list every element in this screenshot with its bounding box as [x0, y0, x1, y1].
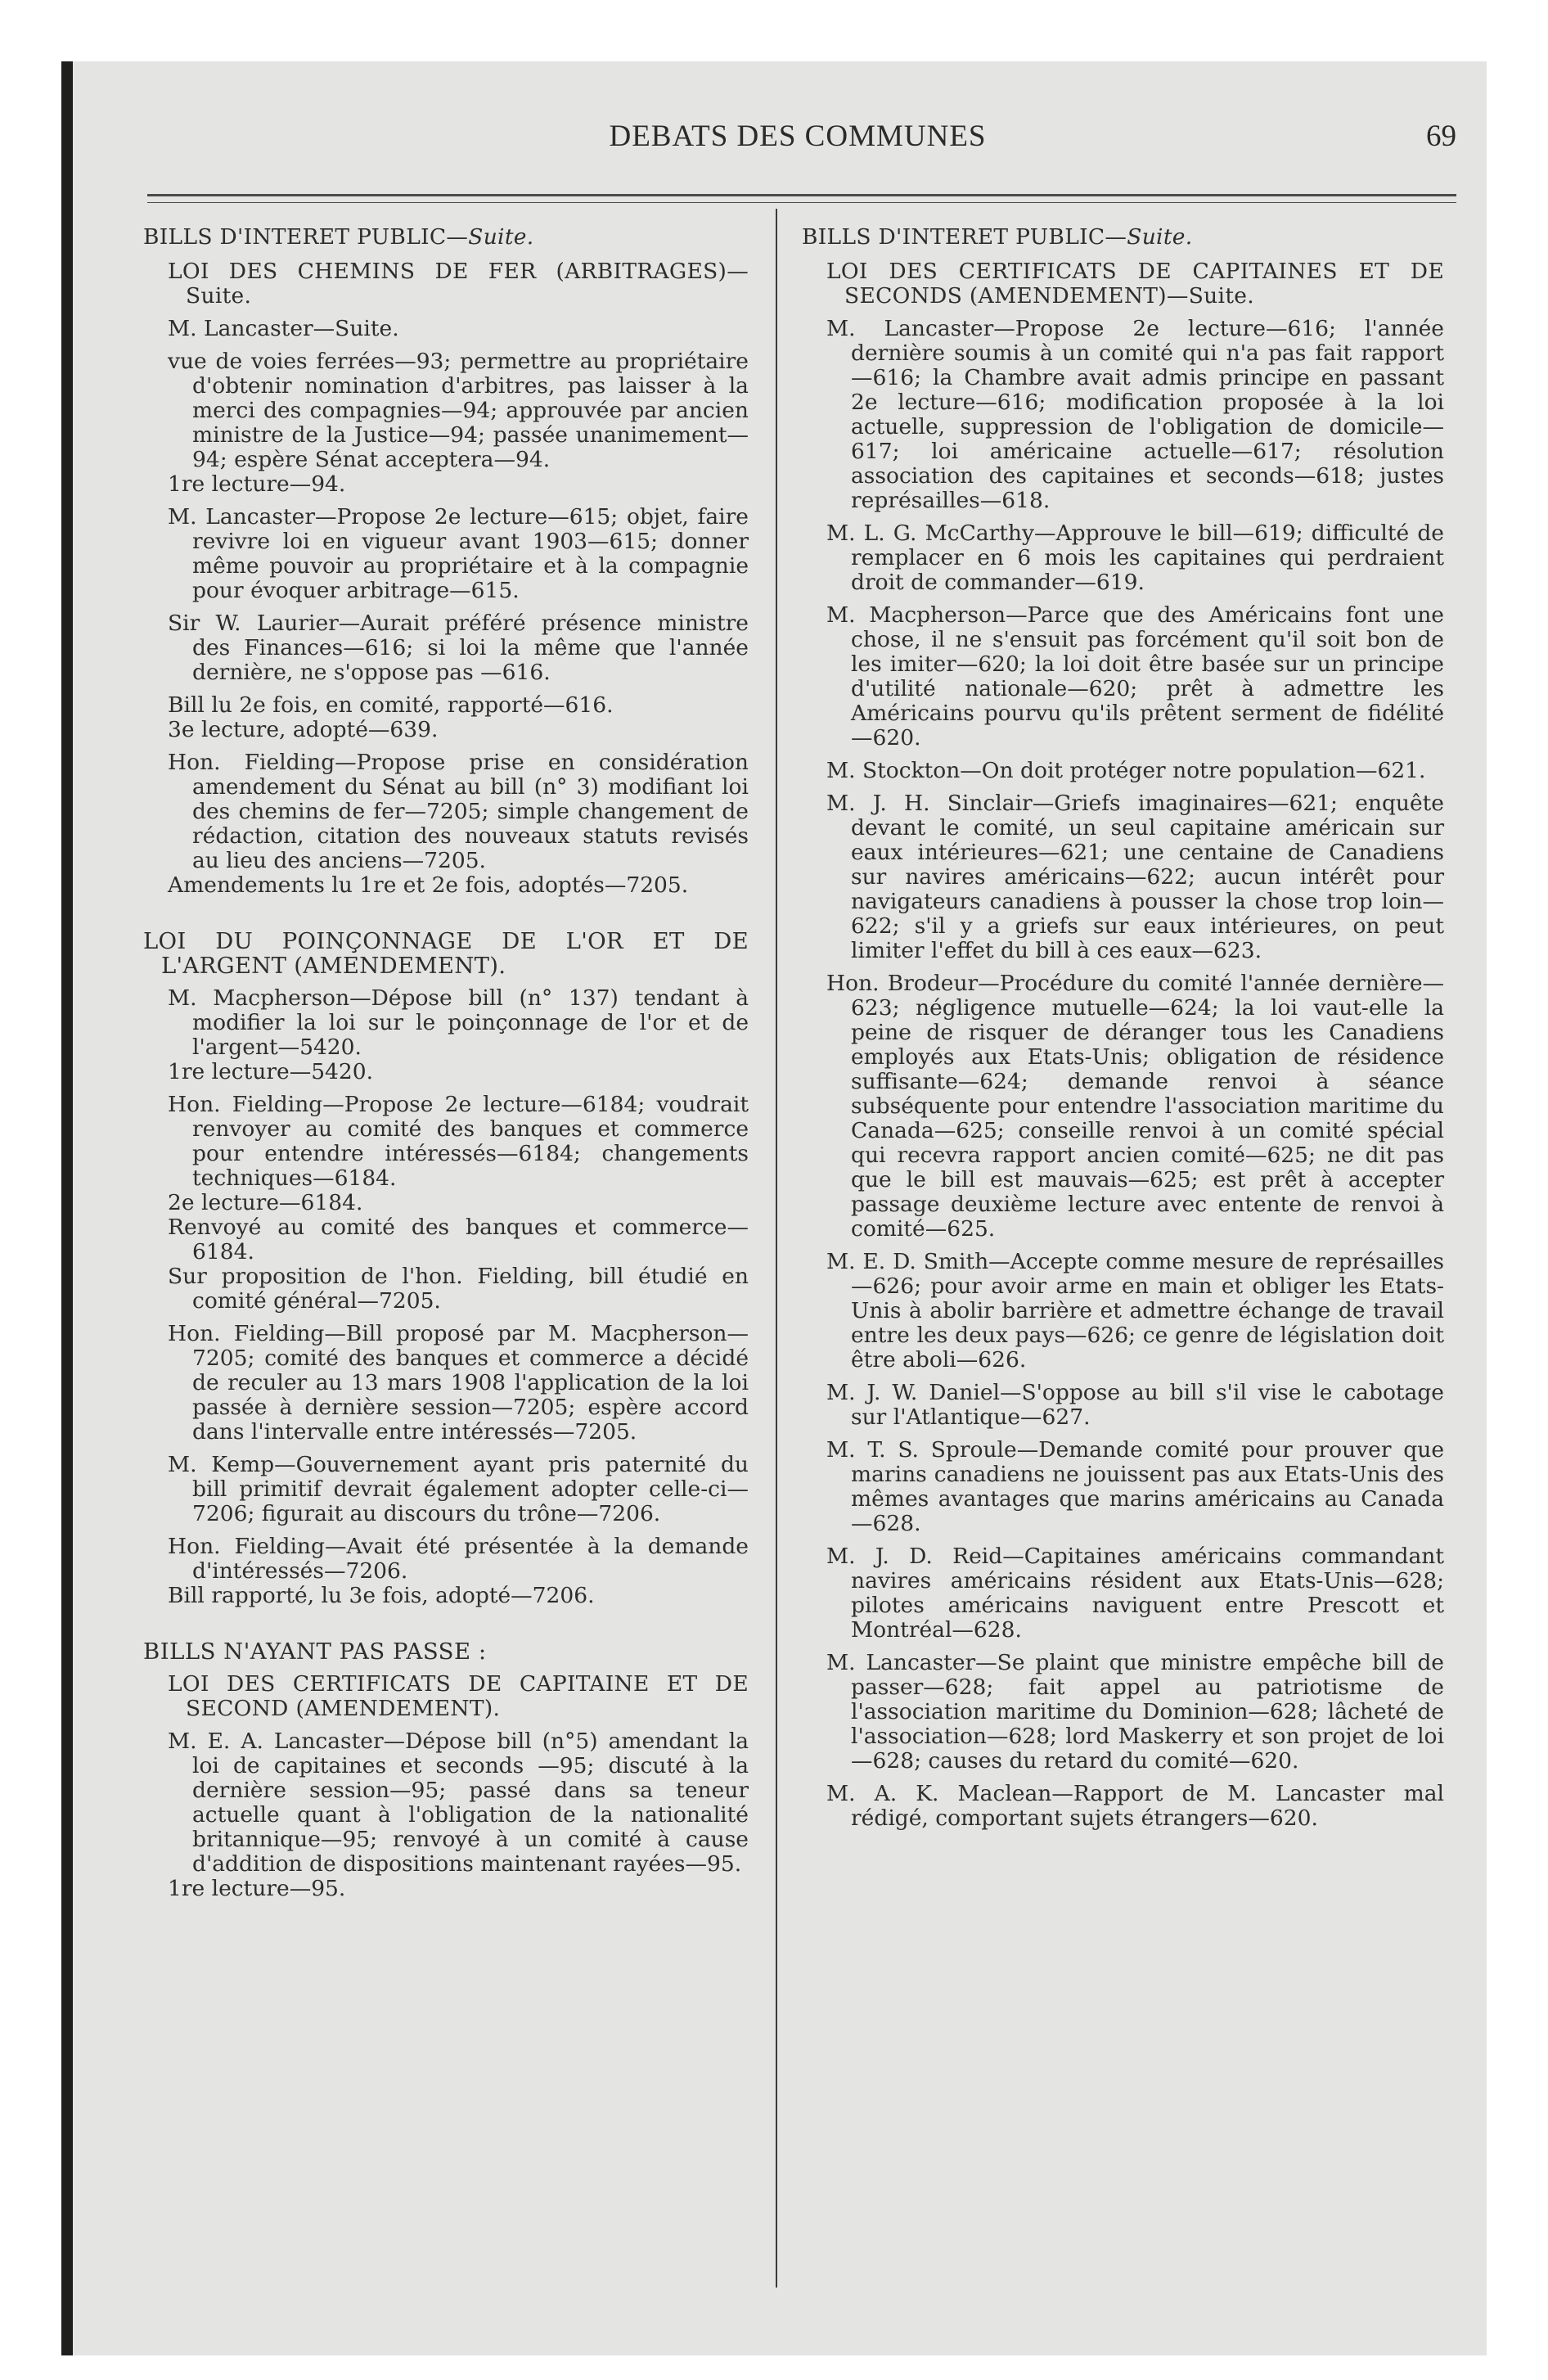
index-entry: Sur proposition de l'hon. Fielding, bill étudié en comité général—7205.: [168, 1264, 749, 1314]
group-title: BILLS N'AYANT PAS PASSE :: [143, 1639, 487, 1665]
index-entry: Sir W. Laurier—Aurait préféré présence ministre des Finances—616; si loi la même que l'année dernière, ne s'oppose pas —616.: [168, 611, 749, 685]
running-head-suite: Suite.: [1127, 224, 1193, 250]
page-title: DEBATS DES COMMUNES: [609, 119, 987, 153]
index-entry: Bill lu 2e fois, en comité, rapporté—616.: [168, 692, 614, 718]
running-head: [143, 225, 749, 250]
page-sheet: [61, 61, 1487, 2355]
index-entry: Renvoyé au comité des banques et commerce—6184.: [168, 1215, 749, 1264]
column-divider: [776, 209, 777, 2288]
index-entry: M. Macpherson—Dépose bill (n° 137) tendant à modifier la loi sur le poinçonnage de l'or et de l'argent—5420.: [168, 985, 749, 1060]
index-entry: 1re lecture—94.: [168, 471, 346, 497]
index-entry: Amendements lu 1re et 2e fois, adoptés—7205.: [168, 872, 689, 898]
section-title: LOI DES CERTIFICATS DE CAPITAINE ET DE SECOND (AMENDEMENT).: [168, 1671, 749, 1721]
section-title: LOI DU POINÇONNAGE DE L'OR ET DE L'ARGENT (AMENDEMENT).: [143, 928, 749, 979]
running-head: [802, 225, 1444, 250]
page-header: [139, 119, 1456, 168]
left-column: [143, 225, 749, 1909]
index-entry: Hon. Fielding—Bill proposé par M. Macpherson—7205; comité des banques et commerce a décidé de reculer au 13 mars 1908 l'application de la loi passée à dernière session—7205; espère accord dans l'intervalle entre intéressés—7205.: [168, 1321, 749, 1445]
index-entry: M. J. H. Sinclair—Griefs imaginaires—621; enquête devant le comité, un seul capitaine américain sur eaux intérieures—621; une centaine de Canadiens sur navires américains—622; aucun intérêt pour navigateurs canadiens à pousser la chose trop loin—622; s'il y a griefs sur eaux intérieures, on peut limiter l'effet du bill à ces eaux—623.: [826, 791, 1444, 963]
page-number: 69: [1426, 119, 1456, 153]
index-entry: M. J. D. Reid—Capitaines américains commandant navires américains résident aux Etats-Unis—628; pilotes américains naviguent entre Prescott et Montréal—628.: [826, 1544, 1444, 1643]
index-entry: M. Lancaster—Propose 2e lecture—615; objet, faire revivre loi en vigueur avant 1903—615; donner même pouvoir au propriétaire et à la compagnie pour évoquer arbitrage—615.: [168, 504, 749, 603]
index-entry: M. J. W. Daniel—S'oppose au bill s'il vise le cabotage sur l'Atlantique—627.: [826, 1380, 1444, 1430]
binding-edge: [61, 61, 73, 2355]
index-entry: M. Lancaster—Suite.: [168, 316, 399, 341]
index-entry: M. Lancaster—Propose 2e lecture—616; l'année dernière soumis à un comité qui n'a pas fait rapport—616; la Chambre avait admis principe en passant 2e lecture—616; modification proposée à la loi actuelle, suppression de l'obligation de domicile—617; loi américaine actuelle—617; résolution association des capitaines et seconds—618; justes représailles—618.: [826, 316, 1444, 513]
index-entry: M. Kemp—Gouvernement ayant pris paternité du bill primitif devrait également adopter celle-ci—7206; figurait au discours du trône—7206.: [168, 1452, 749, 1526]
index-entry: 2e lecture—6184.: [168, 1190, 363, 1215]
section-title: LOI DES CERTIFICATS DE CAPITAINES ET DE SECONDS (AMENDEMENT)—Suite.: [826, 259, 1444, 309]
index-entry: M. L. G. McCarthy—Approuve le bill—619; difficulté de remplacer en 6 mois les capitaines qui perdraient droit de commander—619.: [826, 521, 1444, 595]
header-rule-thin: [147, 202, 1456, 203]
index-entry: M. A. K. Maclean—Rapport de M. Lancaster mal rédigé, comportant sujets étrangers—620.: [826, 1781, 1444, 1831]
right-column: [802, 225, 1444, 1839]
index-entry: 3e lecture, adopté—639.: [168, 717, 439, 742]
index-entry: M. E. A. Lancaster—Dépose bill (n°5) amendant la loi de capitaines et seconds —95; discuté à la dernière session—95; passé dans sa teneur actuelle quant à l'obligation de la nationalité britannique—95; renvoyé à un comité à cause d'addition de dispositions maintenant rayées—95.: [168, 1729, 749, 1877]
index-entry: M. Lancaster—Se plaint que ministre empêche bill de passer—628; fait appel au patriotisme de l'association maritime du Dominion—628; lâcheté de l'association—628; lord Maskerry et son projet de loi—628; causes du retard du comité—620.: [826, 1650, 1444, 1774]
section-title: LOI DES CHEMINS DE FER (ARBITRAGES)—Suite.: [168, 259, 749, 309]
index-entry: 1re lecture—95.: [168, 1876, 346, 1901]
index-entry: M. T. S. Sproule—Demande comité pour prouver que marins canadiens ne jouissent pas aux Etats-Unis des mêmes avantages que marins américains au Canada —628.: [826, 1437, 1444, 1536]
header-rule: [147, 194, 1456, 196]
index-entry: vue de voies ferrées—93; permettre au propriétaire d'obtenir nomination d'arbitres, pas laisser à la merci des compagnies—94; approuvée par ancien ministre de la Justice—94; passée unanimement—94; espère Sénat acceptera—94.: [168, 349, 749, 472]
index-entry: M. E. D. Smith—Accepte comme mesure de représailles—626; pour avoir arme en main et obliger les Etats-Unis à abolir barrière et admettre échange de travail entre les deux pays—626; ce genre de législation doit être aboli—626.: [826, 1249, 1444, 1373]
running-head-text: BILLS D'INTERET PUBLIC—: [143, 224, 469, 250]
index-entry: Hon. Brodeur—Procédure du comité l'année dernière—623; négligence mutuelle—624; la loi vaut-elle la peine de risquer de déranger tous les Canadiens employés aux Etats-Unis; obligation de résidence suffisante—624; demande renvoi à séance subséquente pour entendre l'association maritime du Canada—625; conseille renvoi à un comité spécial qui recevra rapport ancien comité—625; ne dit pas que le bill est mauvais—625; est prêt à accepter passage deuxième lecture avec entente de renvoi à comité—625.: [826, 971, 1444, 1242]
running-head-suite: Suite.: [468, 224, 534, 250]
index-entry: M. Stockton—On doit protéger notre population—621.: [826, 758, 1426, 783]
index-entry: Hon. Fielding—Avait été présentée à la demande d'intéressés—7206.: [168, 1534, 749, 1584]
index-entry: Hon. Fielding—Propose 2e lecture—6184; voudrait renvoyer au comité des banques et commerce pour entendre intéressés—6184; changements techniques—6184.: [168, 1092, 749, 1191]
index-entry: 1re lecture—5420.: [168, 1059, 374, 1084]
index-entry: M. Macpherson—Parce que des Américains font une chose, il ne s'ensuit pas forcément qu'il soit bon de les imiter—620; la loi doit être basée sur un principe d'utilité nationale—620; prêt à admettre les Américains pourvu qu'ils prêtent serment de fidélité—620.: [826, 602, 1444, 751]
index-entry: Bill rapporté, lu 3e fois, adopté—7206.: [168, 1583, 595, 1608]
index-entry: Hon. Fielding—Propose prise en considération amendement du Sénat au bill (n° 3) modifiant loi des chemins de fer—7205; simple changement de rédaction, citation des nouveaux statuts revisés au lieu des anciens—7205.: [168, 750, 749, 873]
running-head-text: BILLS D'INTERET PUBLIC—: [802, 224, 1127, 250]
